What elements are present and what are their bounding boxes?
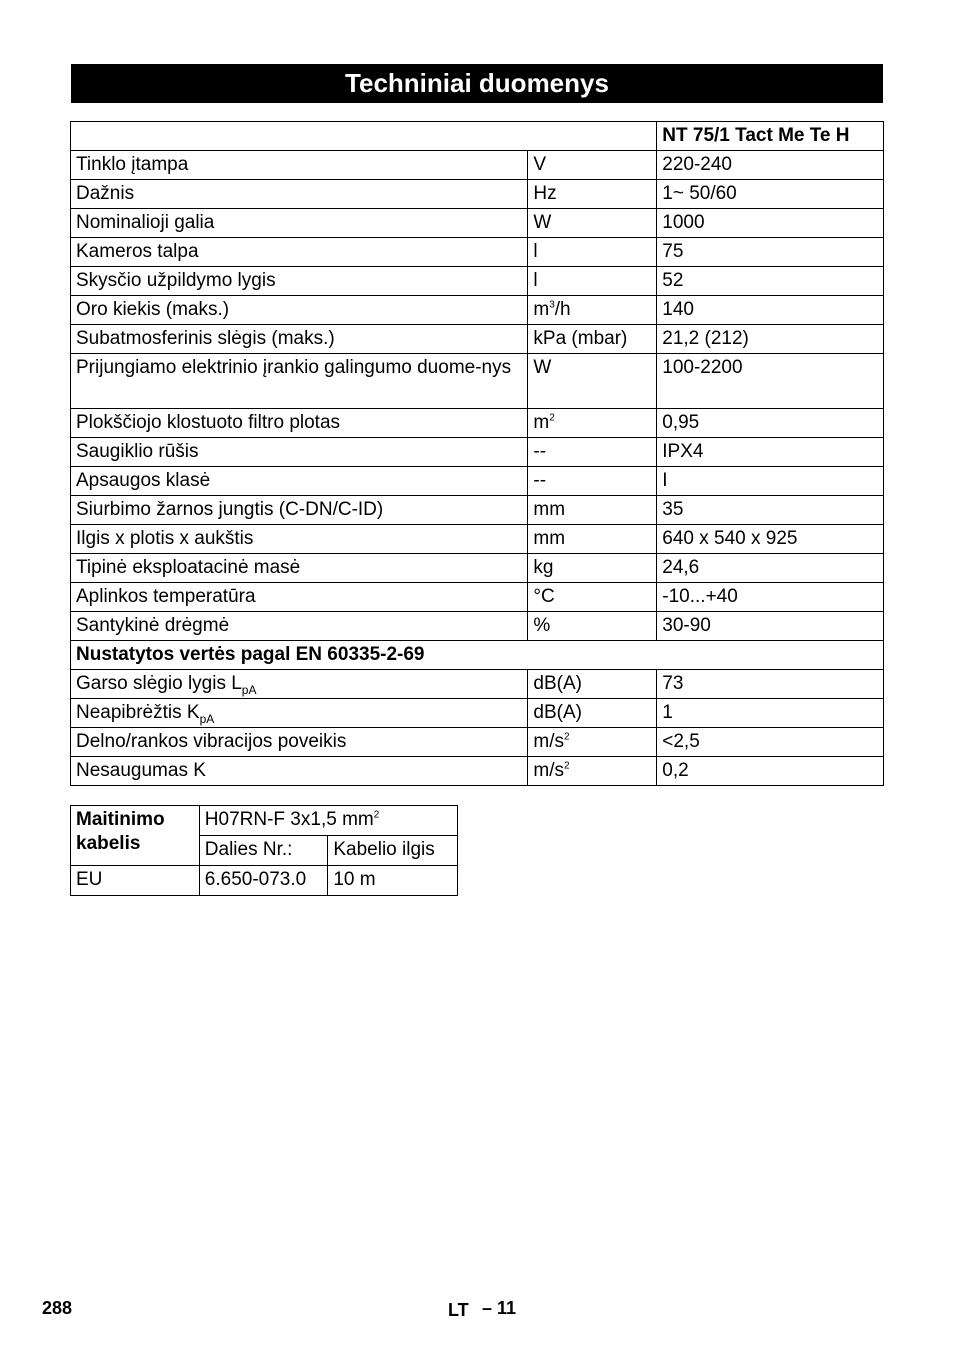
table-row [71,238,884,267]
cable-table [70,805,458,896]
param-unit: l [528,267,657,296]
cable-spec [199,806,457,836]
param-name [71,670,528,699]
page-number: 288 [42,1298,73,1318]
table-row [71,296,884,325]
param-value: 21,2 (212) [657,325,884,354]
cable-spec-base: H07RN-F 3x1,5 mm [204,809,374,830]
param-name: Tipinė eksploatacinė masė [71,554,528,583]
param-value: 1000 [657,209,884,238]
name-base: Garso slėgio lygis L [76,673,242,694]
part-no-label: Dalies Nr.: [199,836,328,866]
table-row [71,525,884,554]
cable-part-no: 6.650-073.0 [199,866,328,896]
table-row [71,325,884,354]
table-row [71,728,884,757]
param-unit: % [528,612,657,641]
table-row [71,866,458,896]
name-base: Neapibrėžtis K [76,702,200,723]
cable-length: 10 m [328,866,458,896]
name-subscript: pA [199,711,215,726]
unit-rest: /h [554,299,571,320]
param-name: Subatmosferinis slėgis (maks.) [71,325,528,354]
param-name: Nominalioji galia [71,209,528,238]
cable-label: Maitinimo kabelis [71,806,200,866]
param-name: Aplinkos temperatūra [71,583,528,612]
table-row [71,180,884,209]
param-name: Ilgis x plotis x aukštis [71,525,528,554]
table-row [71,757,884,786]
param-name: Santykinė drėgmė [71,612,528,641]
param-value: 1 [657,699,884,728]
param-unit: kPa (mbar) [528,325,657,354]
spec-table [70,121,884,786]
param-unit [528,409,657,438]
footer-lang: LT [448,1300,469,1320]
param-value: 35 [657,496,884,525]
param-unit: °C [528,583,657,612]
param-unit: l [528,238,657,267]
table-row [71,467,884,496]
param-unit [528,728,657,757]
param-value: 75 [657,238,884,267]
param-unit: V [528,151,657,180]
length-label: Kabelio ilgis [328,836,458,866]
table-row [71,806,458,836]
param-unit [528,757,657,786]
unit-base: m [533,299,550,320]
footer-section-page: – 11 [482,1298,517,1318]
table-header-row [71,122,884,151]
param-value: 30-90 [657,612,884,641]
table-row [71,670,884,699]
table-row [71,699,884,728]
table-row [71,209,884,238]
param-unit: Hz [528,180,657,209]
param-value: 220-240 [657,151,884,180]
param-name: Skysčio užpildymo lygis [71,267,528,296]
table-row [71,612,884,641]
param-value: 24,6 [657,554,884,583]
section-header: Nustatytos vertės pagal EN 60335-2-69 [71,641,884,670]
model-header: NT 75/1 Tact Me Te H [657,122,884,151]
cable-spec-exponent: 2 [373,809,380,821]
table-row [71,496,884,525]
param-value: 0,95 [657,409,884,438]
param-unit [528,296,657,325]
param-unit: dB(A) [528,699,657,728]
unit-base: m [533,412,550,433]
param-value: 100-2200 [657,354,884,409]
param-value: 640 x 540 x 925 [657,525,884,554]
param-name: Apsaugos klasė [71,467,528,496]
param-value: <2,5 [657,728,884,757]
cable-region: EU [71,866,200,896]
param-name: Prijungiamo elektrinio įrankio galingumo duome-nys [71,354,528,409]
param-value: IPX4 [657,438,884,467]
table-row [71,409,884,438]
param-value: 140 [657,296,884,325]
param-value: -10...+40 [657,583,884,612]
param-value: 0,2 [657,757,884,786]
table-row [71,267,884,296]
param-name: Kameros talpa [71,238,528,267]
param-name: Plokščiojo klostuoto filtro plotas [71,409,528,438]
param-unit: -- [528,438,657,467]
param-unit: W [528,354,657,409]
param-unit: dB(A) [528,670,657,699]
param-name [71,699,528,728]
unit-base: m/s [533,731,564,752]
param-unit: W [528,209,657,238]
table-row [71,583,884,612]
param-name: Dažnis [71,180,528,209]
unit-exponent: 2 [549,412,555,424]
name-subscript: pA [241,682,257,697]
param-name: Tinklo įtampa [71,151,528,180]
header-empty-cell [71,122,657,151]
param-value: 1~ 50/60 [657,180,884,209]
page-title: Techniniai duomenys [71,64,883,103]
table-row [71,554,884,583]
unit-base: m/s [533,760,564,781]
param-name: Siurbimo žarnos jungtis (C-DN/C-ID) [71,496,528,525]
param-value: 73 [657,670,884,699]
param-value: I [657,467,884,496]
section-header-row [71,641,884,670]
param-unit: -- [528,467,657,496]
param-unit: mm [528,525,657,554]
unit-exponent: 2 [564,760,570,772]
table-row [71,438,884,467]
unit-exponent: 2 [564,731,570,743]
param-name: Saugiklio rūšis [71,438,528,467]
table-row [71,354,884,409]
param-name: Oro kiekis (maks.) [71,296,528,325]
param-unit: mm [528,496,657,525]
table-row [71,151,884,180]
param-value: 52 [657,267,884,296]
param-name: Nesaugumas K [71,757,528,786]
param-name: Delno/rankos vibracijos poveikis [71,728,528,757]
param-unit: kg [528,554,657,583]
unit-exponent: 3 [549,299,555,311]
